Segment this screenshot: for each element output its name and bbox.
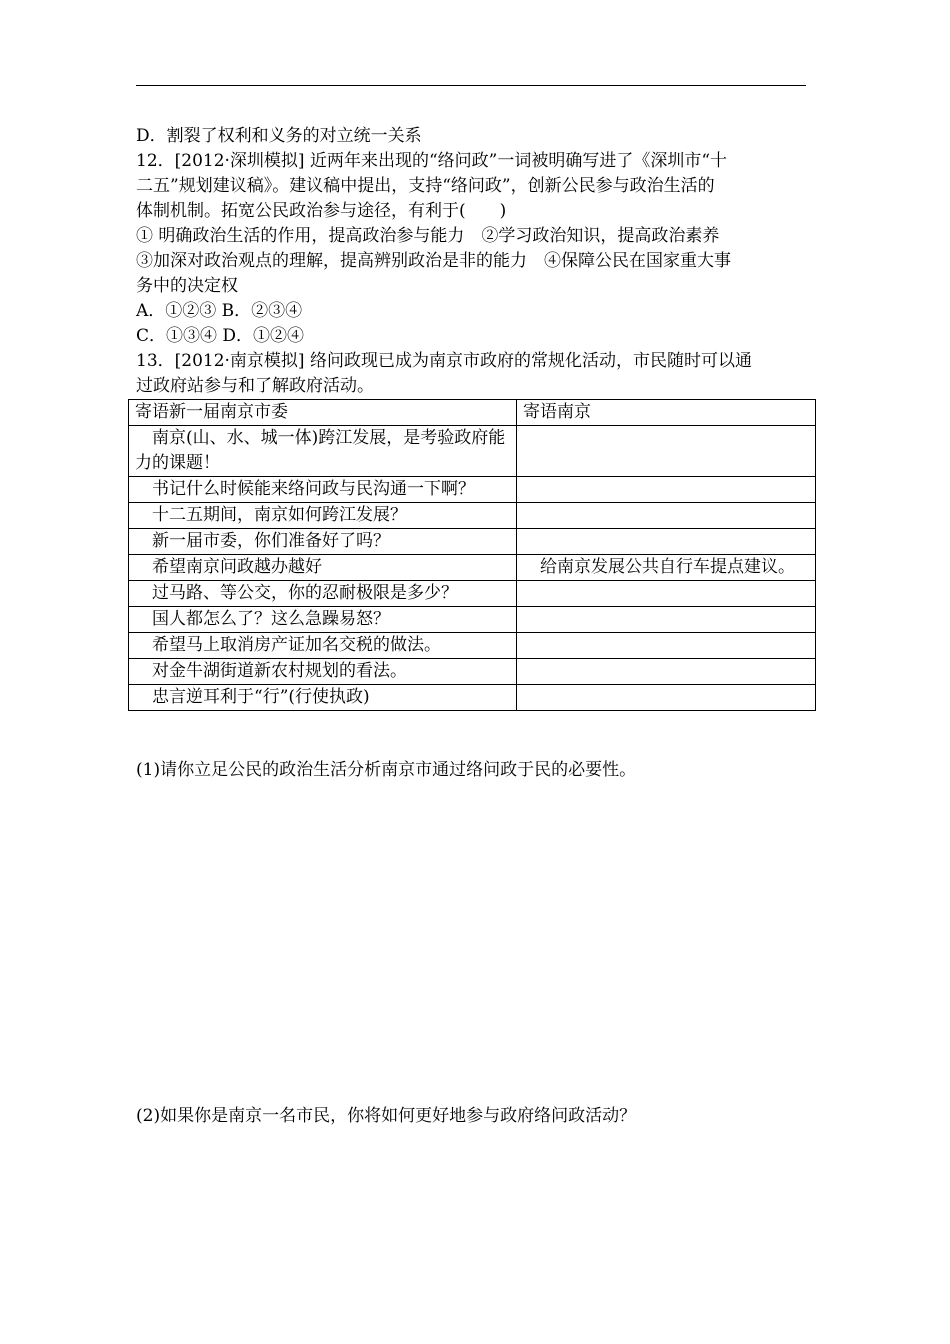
table-cell bbox=[517, 607, 816, 633]
q12-options-cd: C．①③④ D．①②④ bbox=[136, 326, 305, 346]
q12-item-line-2: ③加深对政治观点的理解，提高辨别政治是非的能力 ④保障公民在国家重大事 bbox=[136, 251, 731, 271]
q12-stem-line-3: 体制机制。拓宽公民政治参与途径，有利于( ) bbox=[136, 201, 507, 221]
table-header-row bbox=[129, 400, 816, 426]
table-cell bbox=[517, 477, 816, 503]
table-cell: 忠言逆耳利于“行”(行使执政) bbox=[129, 685, 517, 711]
q12-stem-line-1: 12．[2012·深圳模拟] 近两年来出现的“络问政”一词被明确写进了《深圳市“十 bbox=[136, 151, 728, 171]
table-cell: 新一届市委，你们准备好了吗？ bbox=[129, 529, 517, 555]
table-header-cell: 寄语南京 bbox=[517, 400, 816, 426]
table-cell: 对金牛湖街道新农村规划的看法。 bbox=[129, 659, 517, 685]
table-cell bbox=[517, 659, 816, 685]
table-cell: 国人都怎么了？这么急躁易怒？ bbox=[129, 607, 517, 633]
table-cell bbox=[517, 685, 816, 711]
table-cell bbox=[517, 529, 816, 555]
table-cell bbox=[517, 581, 816, 607]
q13-stem-line-1: 13．[2012·南京模拟] 络问政现已成为南京市政府的常规化活动，市民随时可以通 bbox=[136, 351, 752, 371]
table-row bbox=[129, 659, 816, 685]
q12-item-line-1: ① 明确政治生活的作用，提高政治参与能力 ②学习政治知识，提高政治素养 bbox=[136, 226, 720, 246]
table-cell: 给南京发展公共自行车提点建议。 bbox=[517, 555, 816, 581]
table-row bbox=[129, 477, 816, 503]
table-cell: 希望南京问政越办越好 bbox=[129, 555, 517, 581]
table-cell: 南京(山、水、城一体)跨江发展，是考验政府能力的课题！ bbox=[129, 426, 517, 477]
table-row bbox=[129, 555, 816, 581]
table-row bbox=[129, 607, 816, 633]
q12-item-line-3: 务中的决定权 bbox=[136, 276, 238, 296]
table-row bbox=[129, 685, 816, 711]
table-row bbox=[129, 529, 816, 555]
q13-subquestion-2: (2)如果你是南京一名市民，你将如何更好地参与政府络问政活动？ bbox=[136, 1106, 637, 1126]
table-row bbox=[129, 581, 816, 607]
table-row bbox=[129, 633, 816, 659]
table-cell bbox=[517, 503, 816, 529]
message-table bbox=[128, 399, 816, 711]
q12-options-ab: A．①②③ B．②③④ bbox=[136, 301, 303, 321]
question-12 bbox=[136, 149, 816, 349]
q12-stem-line-2: 二五”规划建议稿》。建议稿中提出，支持“络问政”，创新公民参与政治生活的 bbox=[136, 176, 715, 196]
table-row bbox=[129, 503, 816, 529]
table-row bbox=[129, 426, 816, 477]
table-cell: 书记什么时候能来络问政与民沟通一下啊？ bbox=[129, 477, 517, 503]
previous-option-d: D．割裂了权利和义务的对立统一关系 bbox=[136, 126, 422, 146]
table-header-cell: 寄语新一届南京市委 bbox=[129, 400, 517, 426]
table-cell bbox=[517, 426, 816, 477]
q13-subquestion-1: (1)请你立足公民的政治生活分析南京市通过络问政于民的必要性。 bbox=[136, 760, 637, 780]
page-content bbox=[136, 124, 816, 711]
question-13 bbox=[136, 349, 816, 711]
table-cell: 希望马上取消房产证加名交税的做法。 bbox=[129, 633, 517, 659]
table-cell bbox=[517, 633, 816, 659]
table-cell: 十二五期间，南京如何跨江发展？ bbox=[129, 503, 517, 529]
q13-stem-line-2: 过政府站参与和了解政府活动。 bbox=[136, 376, 374, 396]
table-cell: 过马路、等公交，你的忍耐极限是多少？ bbox=[129, 581, 517, 607]
header-rule bbox=[136, 85, 806, 86]
